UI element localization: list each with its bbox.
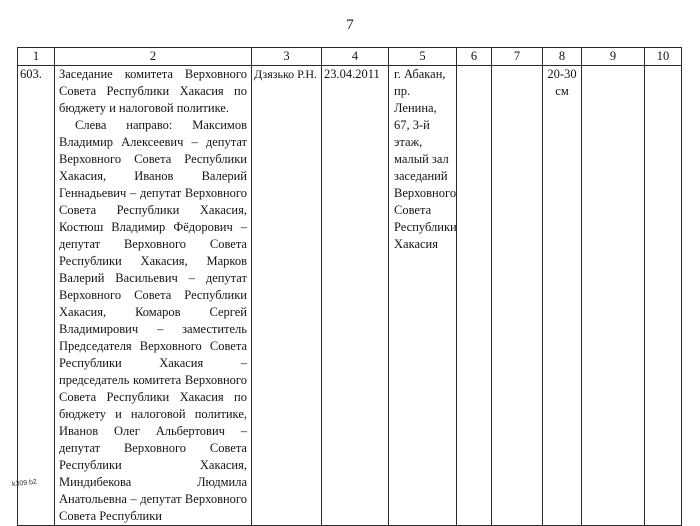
column-header-2: 2 [55,48,252,66]
description-cell [55,66,252,526]
footer-code: k309 b2 [11,478,38,489]
column-header-4: 4 [322,48,389,66]
location-cell: г. Абакан, пр. Ленина, 67, 3-й этаж, малый зал заседаний Верховного Совета Республики Хакасия [389,66,457,526]
column-6-cell [457,66,492,526]
description-body: Слева направо: Максимов Владимир Алексеевич – депутат Верховного Совета Республики Хакасия, Иванов Валерий Геннадьевич – депутат Верховного Совета Республики Хакасия, Костюш Владимир Фёдорович – депутат Верховного Совета Республики Хакасия, Марков Валерий Васильевич – депутат Верховного Совета Республики Хакасия, Комаров Сергей Владимирович – заместитель Председателя Верховного Совета Республики Хакасия – председатель комитета Верховного Совета Республики Хакасия по бюджету и налоговой политике, Иванов Олег Альбертович – депутат Верховного Совета Республики Хакасия, Миндибекова Людмила Анатольевна – депутат Верховного Совета Республики [59,118,247,523]
author-cell: Дзязько Р.Н. [252,66,322,526]
column-header-3: 3 [252,48,322,66]
column-header-6: 6 [457,48,492,66]
table-row [18,66,682,526]
column-header-10: 10 [645,48,682,66]
column-header-7: 7 [492,48,543,66]
column-header-8: 8 [543,48,582,66]
column-header-9: 9 [582,48,645,66]
column-9-cell [582,66,645,526]
date-cell: 23.04.2011 [322,66,389,526]
column-header-1: 1 [18,48,55,66]
size-cell: 20-30 см [543,66,582,526]
description-title: Заседание комитета Верховного Совета Республики Хакасия по бюджету и налоговой политике. [59,67,247,115]
column-7-cell [492,66,543,526]
row-number-cell: 603. [18,66,55,526]
column-header-row [18,48,682,66]
column-header-5: 5 [389,48,457,66]
column-10-cell [645,66,682,526]
register-table [17,47,682,526]
page-number: 7 [346,17,354,33]
